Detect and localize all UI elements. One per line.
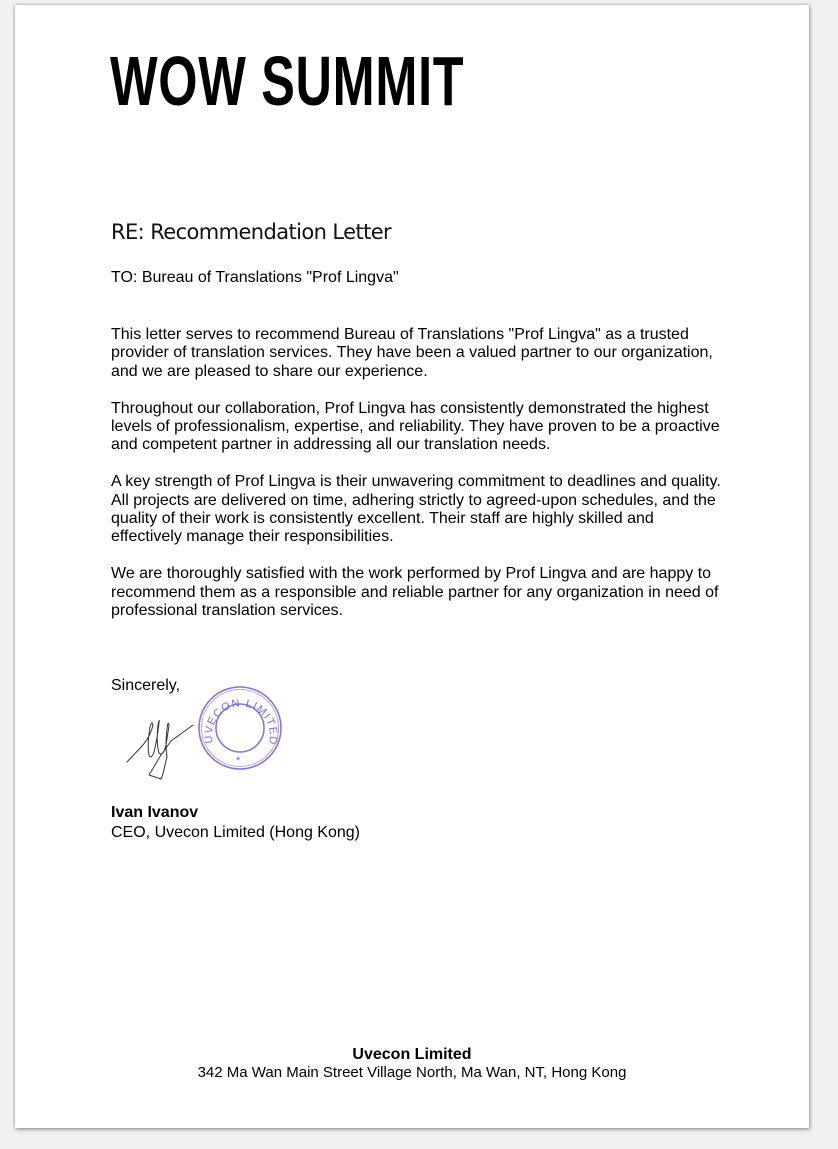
letter-subject: RE: Recommendation Letter (111, 220, 392, 244)
body-paragraph: A key strength of Prof Lingva is their unwavering commitment to deadlines and quality. All projects are delivered on time, adhering strictly to agreed-upon schedules, and the quality of their work is consistently excellent. Their staff are highly skilled and effectively manage their responsibilities. (111, 473, 721, 546)
letter-recipient: TO: Bureau of Translations "Prof Lingva" (111, 269, 399, 286)
body-paragraph: Throughout our collaboration, Prof Lingva has consistently demonstrated the highest levels of professionalism, expertise, and reliability. They have proven to be a proactive and competent partner in addressing all our translation needs. (111, 399, 720, 454)
letter-body (111, 326, 721, 639)
body-paragraph: We are thoroughly satisfied with the work performed by Prof Lingva and are happy to recommend them as a responsible and reliable partner for any organization in need of professional translation services. (111, 565, 719, 620)
signer-name: Ivan Ivanov (111, 804, 199, 821)
footer-address: 342 Ma Wan Main Street Village North, Ma Wan, NT, Hong Kong (197, 1064, 627, 1081)
signer-title: CEO, Uvecon Limited (Hong Kong) (111, 824, 360, 841)
letterhead-brand: WOW SUMMIT (110, 42, 465, 120)
letter-page (15, 5, 809, 1128)
body-paragraph: This letter serves to recommend Bureau of Translations "Prof Lingva" as a trusted provider of translation services. They have been a valued partner to our organization, and we are pleased to share our experience. (111, 326, 713, 380)
stamp-star-icon: * (236, 755, 241, 767)
letter-closing: Sincerely, (111, 677, 181, 694)
letter-footer (15, 1045, 809, 1082)
company-stamp (191, 681, 291, 781)
stamp-text: UVECON LIMITED (202, 697, 280, 747)
footer-company: Uvecon Limited (352, 1046, 472, 1063)
